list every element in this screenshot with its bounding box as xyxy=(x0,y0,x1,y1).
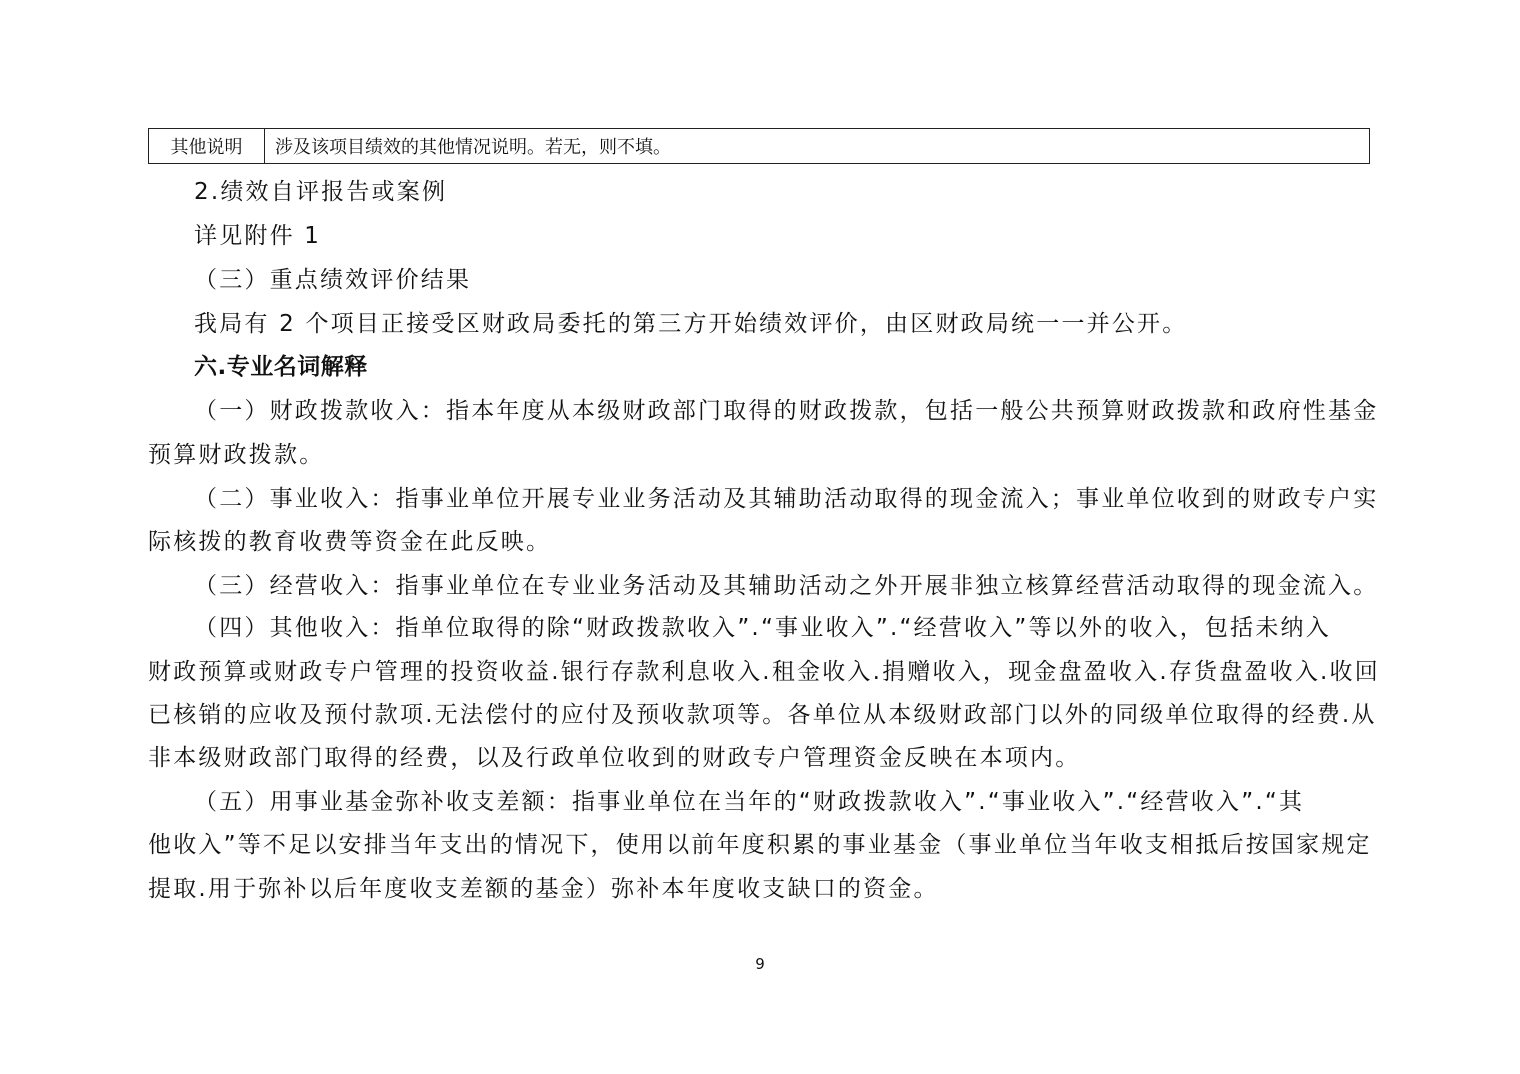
term-4-line-4: 非本级财政部门取得的经费，以及行政单位收到的财政专户管理资金反映在本项内。 xyxy=(148,745,1081,771)
key-evaluation-paragraph: 我局有 2 个项目正接受区财政局委托的第三方开始绩效评价，由区财政局统一一并公开。 xyxy=(194,311,1188,337)
other-notes-table-row xyxy=(148,128,1370,164)
term-2-line-1: （二）事业收入：指事业单位开展专业业务活动及其辅助活动取得的现金流入；事业单位收到的财政专户实 xyxy=(194,486,1379,512)
term-1-line-2: 预算财政拨款。 xyxy=(148,442,325,468)
term-5-line-1: （五）用事业基金弥补收支差额：指事业单位在当年的“财政拨款收入”.“事业收入”.“经营收入”.“其 xyxy=(194,789,1305,815)
see-attachment-text: 详见附件 1 xyxy=(194,223,322,249)
subsection-self-evaluation-title: 2.绩效自评报告或案例 xyxy=(194,179,448,205)
term-4-line-1: （四）其他收入：指单位取得的除“财政拨款收入”.“事业收入”.“经营收入”等以外的收入，包括未纳入 xyxy=(194,615,1331,641)
term-2-line-2: 际核拨的教育收费等资金在此反映。 xyxy=(148,529,552,555)
page-number: 9 xyxy=(755,955,765,973)
table-label-cell: 其他说明 xyxy=(149,129,265,163)
term-3-line-1: （三）经营收入：指事业单位在专业业务活动及其辅助活动之外开展非独立核算经营活动取得的现金流入。 xyxy=(194,573,1379,599)
table-value-cell: 涉及该项目绩效的其他情况说明。若无，则不填。 xyxy=(275,137,671,158)
section-terminology-heading: 六.专业名词解释 xyxy=(194,354,368,380)
section-key-evaluation-title: （三）重点绩效评价结果 xyxy=(194,267,472,293)
term-4-line-2: 财政预算或财政专户管理的投资收益.银行存款利息收入.租金收入.捐赠收入，现金盘盈收入.存货盘盈收入.收回 xyxy=(148,659,1380,685)
term-4-line-3: 已核销的应收及预付款项.无法偿付的应付及预收款项等。各单位从本级财政部门以外的同级单位取得的经费.从 xyxy=(148,702,1377,728)
term-5-line-3: 提取.用于弥补以后年度收支差额的基金）弥补本年度收支缺口的资金。 xyxy=(148,876,939,902)
term-1-line-1: （一）财政拨款收入：指本年度从本级财政部门取得的财政拨款，包括一般公共预算财政拨款和政府性基金 xyxy=(194,398,1379,424)
term-5-line-2: 他收入”等不足以安排当年支出的情况下，使用以前年度积累的事业基金（事业单位当年收支相抵后按国家规定 xyxy=(148,832,1372,858)
